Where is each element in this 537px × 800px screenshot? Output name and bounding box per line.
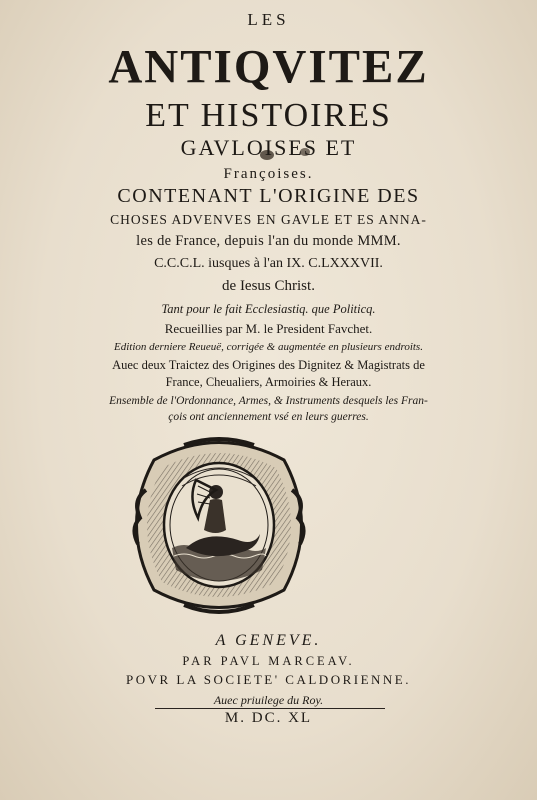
body-tant-pour: Tant pour le fait Ecclesiastiq. que Politicq. xyxy=(161,302,376,316)
title-francoises: Françoises. xyxy=(223,166,314,182)
imprint-society: POVR LA SOCIETE' CALDORIENNE. xyxy=(125,672,411,687)
body-auec-line1: Auec deux Traictez des Origines des Dignitez & Magistrats de xyxy=(112,358,425,372)
title-les: LES xyxy=(247,10,290,29)
printers-device-arion-emblem-icon xyxy=(124,430,314,620)
imprint-privilege: Auec priuilege du Roy. xyxy=(213,693,324,707)
title-gavloises-et: GAVLOISES ET xyxy=(180,135,357,160)
subtitle-les-de-france: les de France, depuis l'an du monde MMM. xyxy=(136,233,401,249)
body-recueillies: Recueillies par M. le President Favchet. xyxy=(164,321,373,336)
subtitle-dates: C.C.C.L. iusques à l'an IX. C.LXXXVII. xyxy=(154,256,383,271)
imprint-year: M. DC. XL xyxy=(224,710,313,726)
title-et-histoires: ET HISTOIRES xyxy=(145,97,392,134)
body-auec-line2: France, Cheualiers, Armoiries & Heraux. xyxy=(165,375,372,389)
subtitle-choses: CHOSES ADVENVES EN GAVLE ET ES ANNA- xyxy=(110,212,427,227)
imprint-city: A GENEVE. xyxy=(215,632,322,649)
subtitle-iesus-christ: de Iesus Christ. xyxy=(222,278,315,294)
body-ensemble-line2: çois ont anciennement vsé en leurs guerres. xyxy=(168,411,369,423)
subtitle-contenant: CONTENANT L'ORIGINE DES xyxy=(117,185,420,207)
imprint-printer: PAR PAVL MARCEAV. xyxy=(182,654,355,668)
divider-rule xyxy=(155,708,385,709)
body-edition: Edition derniere Reueuë, corrigée & augmentée en plusieurs endroits. xyxy=(114,341,423,353)
title-antiqvitez: ANTIQVITEZ xyxy=(108,40,429,94)
body-ensemble-line1: Ensemble de l'Ordonnance, Armes, & Instruments desquels les Fran- xyxy=(109,395,428,407)
